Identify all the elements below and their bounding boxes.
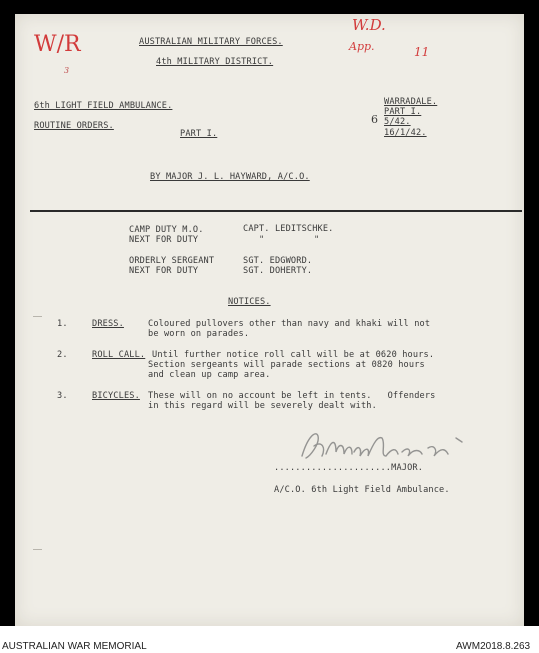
notice-2-line-2: Section sergeants will parade sections at 0820 hours xyxy=(148,360,425,370)
next-for-duty-1: NEXT FOR DUTY xyxy=(129,235,199,245)
notice-1-line-2: be worn on parades. xyxy=(148,329,250,339)
notice-3-number: 3. xyxy=(57,391,68,401)
ditto-mark-2: " xyxy=(314,235,320,245)
notice-1-heading: DRESS. xyxy=(92,319,124,329)
next-for-duty-value: SGT. DOHERTY. xyxy=(243,266,313,276)
notices-title: NOTICES. xyxy=(228,297,271,307)
footer-institution: AUSTRALIAN WAR MEMORIAL xyxy=(2,641,147,652)
ditto-mark-1: " xyxy=(259,235,265,245)
orderly-sergeant-label: ORDERLY SERGEANT xyxy=(129,256,215,266)
order-number: 5/42. xyxy=(384,117,411,127)
notice-2-line-1: Until further notice roll call will be at 0620 hours. xyxy=(152,350,435,360)
horizontal-rule xyxy=(30,210,522,212)
place-name: WARRADALE. xyxy=(384,97,438,107)
annotation-eleven: 11 xyxy=(414,45,430,59)
notice-1-number: 1. xyxy=(57,319,68,329)
notice-2-number: 2. xyxy=(57,350,68,360)
next-for-duty-2: NEXT FOR DUTY xyxy=(129,266,199,276)
notice-2-heading: ROLL CALL. xyxy=(92,350,146,360)
camp-duty-value: CAPT. LEDITSCHKE. xyxy=(243,224,334,234)
order-date: 16/1/42. xyxy=(384,128,427,138)
margin-mark xyxy=(33,549,42,550)
handwritten-number: 6 xyxy=(371,113,379,126)
orderly-sergeant-value: SGT. EDGWORD. xyxy=(243,256,313,266)
notice-1-line-1: Coloured pullovers other than navy and khaki will not xyxy=(148,319,431,329)
part-label: PART I. xyxy=(180,129,218,139)
routine-orders: ROUTINE ORDERS. xyxy=(34,121,114,131)
footer-accession-number: AWM2018.8.263 xyxy=(456,641,531,652)
right-part: PART I. xyxy=(384,107,422,117)
notice-3-line-1: These will on no account be left in tents. Offenders xyxy=(148,391,436,401)
annotation-app: App. xyxy=(349,40,375,53)
header-line-2: 4th MILITARY DISTRICT. xyxy=(156,57,274,67)
notice-3-line-2: in this regard will be severely dealt with. xyxy=(148,401,377,411)
annotation-wr: W/R xyxy=(34,32,81,57)
by-line: BY MAJOR J. L. HAYWARD, A/C.O. xyxy=(150,172,310,182)
header-line-1: AUSTRALIAN MILITARY FORCES. xyxy=(139,37,283,47)
camp-duty-label: CAMP DUTY M.O. xyxy=(129,225,204,235)
handwritten-signature xyxy=(296,426,486,466)
unit-name: 6th LIGHT FIELD AMBULANCE. xyxy=(34,101,173,111)
margin-mark xyxy=(33,316,42,317)
notice-3-heading: BICYCLES. xyxy=(92,391,140,401)
notice-2-line-3: and clean up camp area. xyxy=(148,370,271,380)
annotation-small-mark: 3 xyxy=(64,66,70,75)
annotation-wd: W.D. xyxy=(352,16,386,34)
signature-title: A/C.O. 6th Light Field Ambulance. xyxy=(274,485,450,495)
signature-rank-line: ......................MAJOR. xyxy=(274,463,424,473)
